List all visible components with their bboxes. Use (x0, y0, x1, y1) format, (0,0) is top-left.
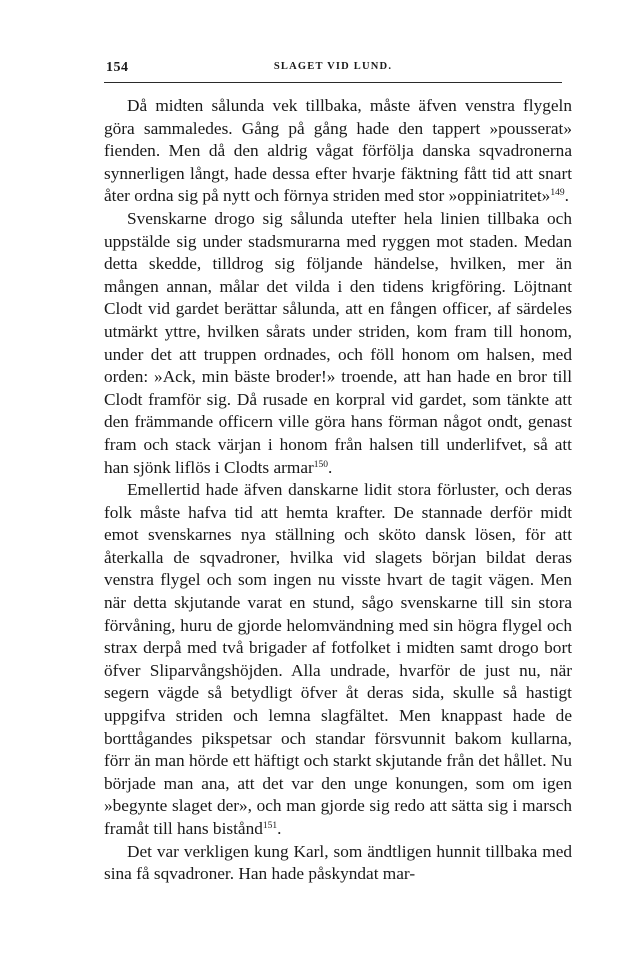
running-header (104, 60, 562, 83)
running-title: SLAGET VID LUND. (273, 61, 393, 72)
paragraph-text: Då midten sålunda vek tillbaka, måste äfven venstra flygeln göra sammaledes. Gång på gång hade den tappert »pousserat» fienden. Men då den aldrig vågat förfölja danska sqvadronerna synnerligen långt, hade dessa efter hvarje fäktning fått tid att snart åter ordna sig på nytt och förnya striden med stor »oppiniatritet» (104, 96, 572, 206)
paragraph-text: Det var verkligen kung Karl, som ändtligen hunnit tillbaka med sina få sqvadroner. Han hade påskyndat mar- (104, 841, 572, 884)
paragraph-text: Emellertid hade äfven danskarne lidit stora förluster, och deras folk måste hafva tid att hemta krafter. De stannade derför midt emot svenskarnes nya ställning och sköto dansk lösen, för att återkalla de sqvadroner, hvilka vid slagets början bildat deras venstra flygel och som ingen nu visste hvart de tagit vägen. Men när detta skjutande varat en stund, sågo svenskarne till sin stora förvåning, huru de gjorde helomvändning med sin högra flygel och strax derpå med två brigader af fotfolket i midten samt drogo bort öfver Sliparvångshöjden. Alla undrade, hvarför de just nu, när segern vägde så betydligt öfver åt deras sida, skulle så hastigt uppgifva striden och lemna slagfältet. Men knappast hade de borttågandes pikspetsar och standar försvunnit bakom kullarna, förr än man hörde ett häftigt och starkt skjutande från det hållet. Nu började man ana, att det var den unge konungen, som om igen »begynte slaget der», och man gjorde sig redo att sätta sig i marsch framåt till hans bistånd (104, 480, 572, 838)
paragraph-tail: . (328, 457, 333, 477)
paragraph-text: Svenskarne drogo sig sålunda utefter hela linien tillbaka och uppstälde sig under stadsmurarna med ryggen mot staden. Medan detta skedde, tilldrog sig följande händelse, hvilken, mer än mången annan, målar det vilda i den tidens krigföring. Löjtnant Clodt vid gardet berättar sålunda, att en fången officer, af särdeles utmärkt yttre, hvilken sårats under striden, kom fram till honom, under det att truppen ordnades, och föll honom om halsen, med orden: »Ack, min bäste broder!» troende, att han hade en bror till Clodt framför sig. Då rusade en korpral vid gardet, som tänkte att den främmande officern ville göra hans förman något ondt, genast fram och stack värjan i honom från halsen till underlifvet, så att han sjönk liflös i Clodts armar (104, 208, 572, 477)
footnote-reference: 150 (313, 459, 329, 470)
paragraph (104, 479, 572, 841)
paragraph (104, 208, 572, 479)
page-number: 154 (106, 60, 129, 75)
paragraph-tail: . (564, 186, 569, 206)
footnote-reference: 149 (550, 188, 565, 199)
paragraph-tail: . (277, 819, 282, 838)
paragraph (104, 841, 572, 886)
footnote-reference: 151 (262, 821, 278, 831)
paragraph (104, 95, 572, 208)
body-text (104, 95, 572, 886)
